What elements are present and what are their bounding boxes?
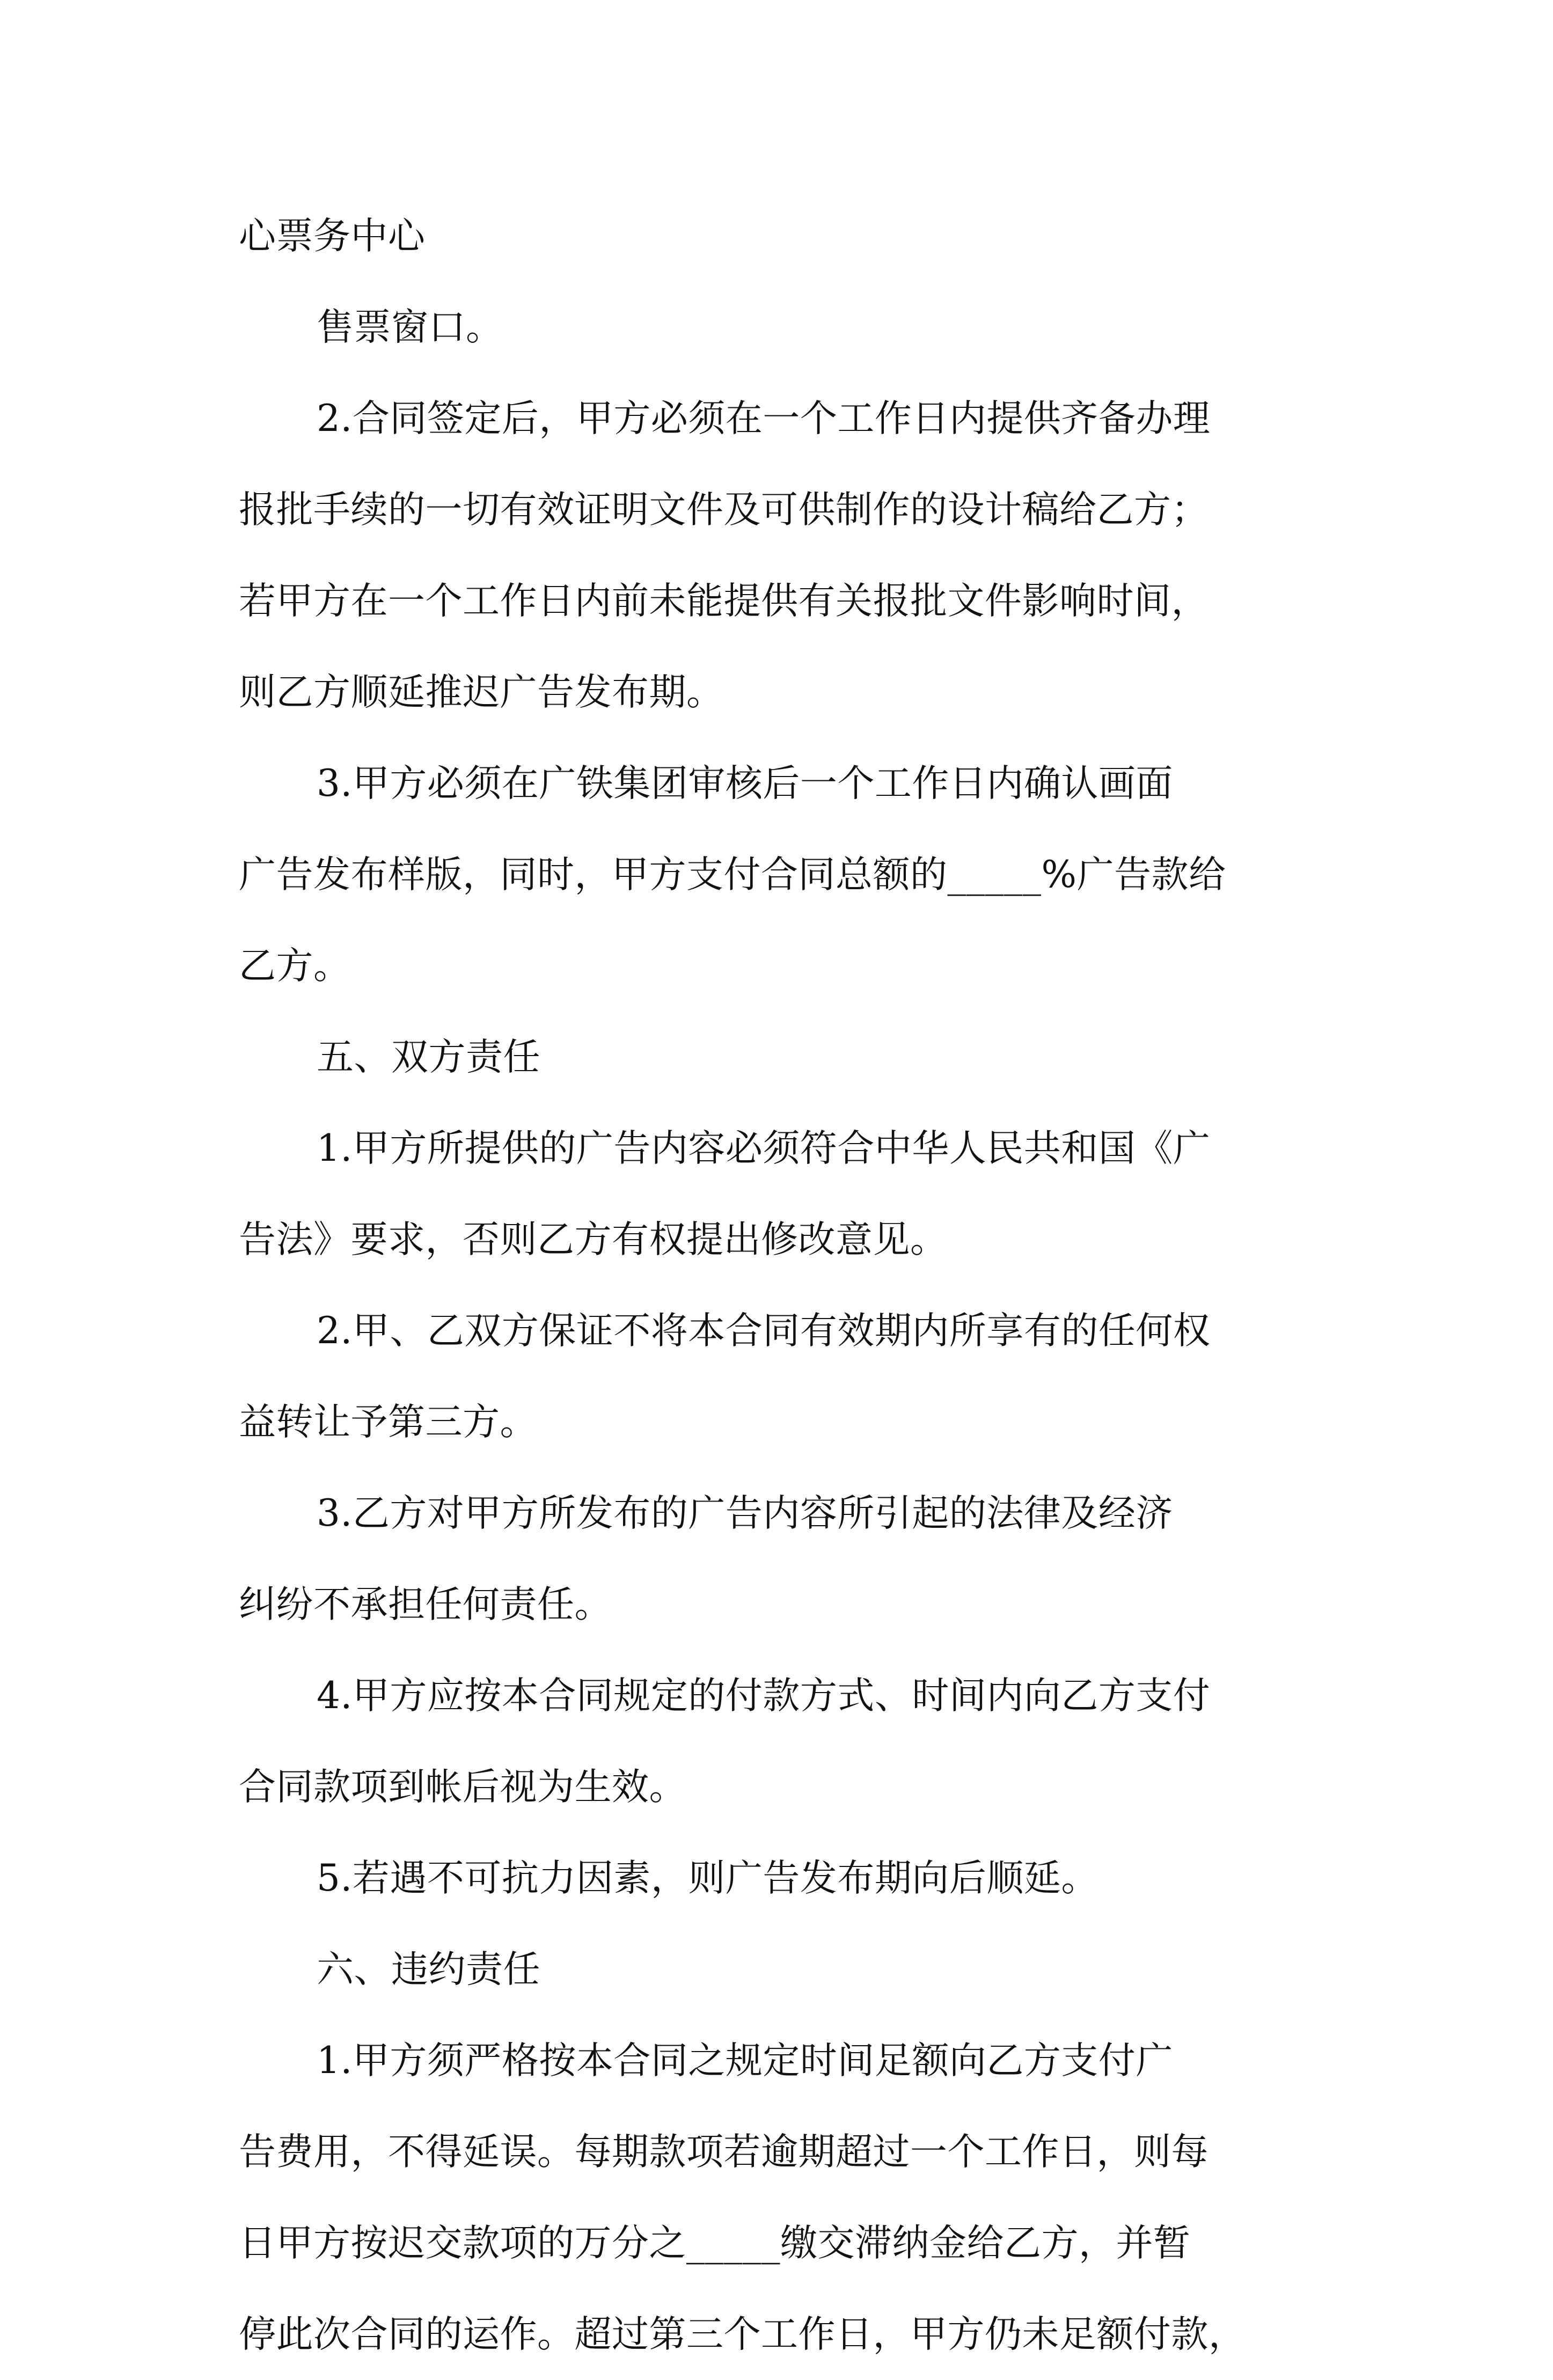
text-line: 1.甲方须严格按本合同之规定时间足额向乙方支付广 [317,2039,1173,2082]
text-line: 3.乙方对甲方所发布的广告内容所引起的法律及经济 [317,1492,1173,1535]
text-line: 广告发布样版，同时，甲方支付合同总额的_____%广告款给 [239,853,1226,896]
text-line: 乙方。 [239,944,351,987]
text-line: 告费用，不得延误。每期款项若逾期超过一个工作日，则每 [239,2130,1208,2173]
text-line: 2.甲、乙双方保证不将本合同有效期内所享有的任何权 [317,1309,1211,1352]
section-heading: 五、双方责任 [317,1036,540,1079]
text-line: 日甲方按迟交款项的万分之_____缴交滞纳金给乙方，并暂 [239,2222,1191,2265]
text-line: 告法》要求，否则乙方有权提出修改意见。 [239,1218,948,1261]
text-line: 益转让予第三方。 [239,1401,537,1444]
text-line: 4.甲方应按本合同规定的付款方式、时间内向乙方支付 [317,1674,1211,1717]
text-line: 纠纷不承担任何责任。 [239,1583,612,1626]
text-line: 则乙方顺延推迟广告发布期。 [239,671,724,714]
text-line: 3.甲方必须在广铁集团审核后一个工作日内确认画面 [317,762,1173,805]
document-body [239,191,1328,2380]
section-heading: 六、违约责任 [317,1948,540,1991]
text-line: 5.若遇不可抗力因素，则广告发布期向后顺延。 [317,1857,1098,1900]
text-line: 2.合同签定后，甲方必须在一个工作日内提供齐备办理 [317,397,1211,440]
text-line: 售票窗口。 [317,306,503,349]
text-line: 报批手续的一切有效证明文件及可供制作的设计稿给乙方； [239,488,1208,531]
text-line: 合同款项到帐后视为生效。 [239,1766,686,1808]
text-line: 停此次合同的运作。超过第三个工作日，甲方仍未足额付款， [239,2313,1246,2356]
text-line: 1.甲方所提供的广告内容必须符合中华人民共和国《广 [317,1127,1211,1170]
text-line: 心票务中心 [239,215,426,258]
text-line: 若甲方在一个工作日内前未能提供有关报批文件影响时间， [239,580,1208,623]
